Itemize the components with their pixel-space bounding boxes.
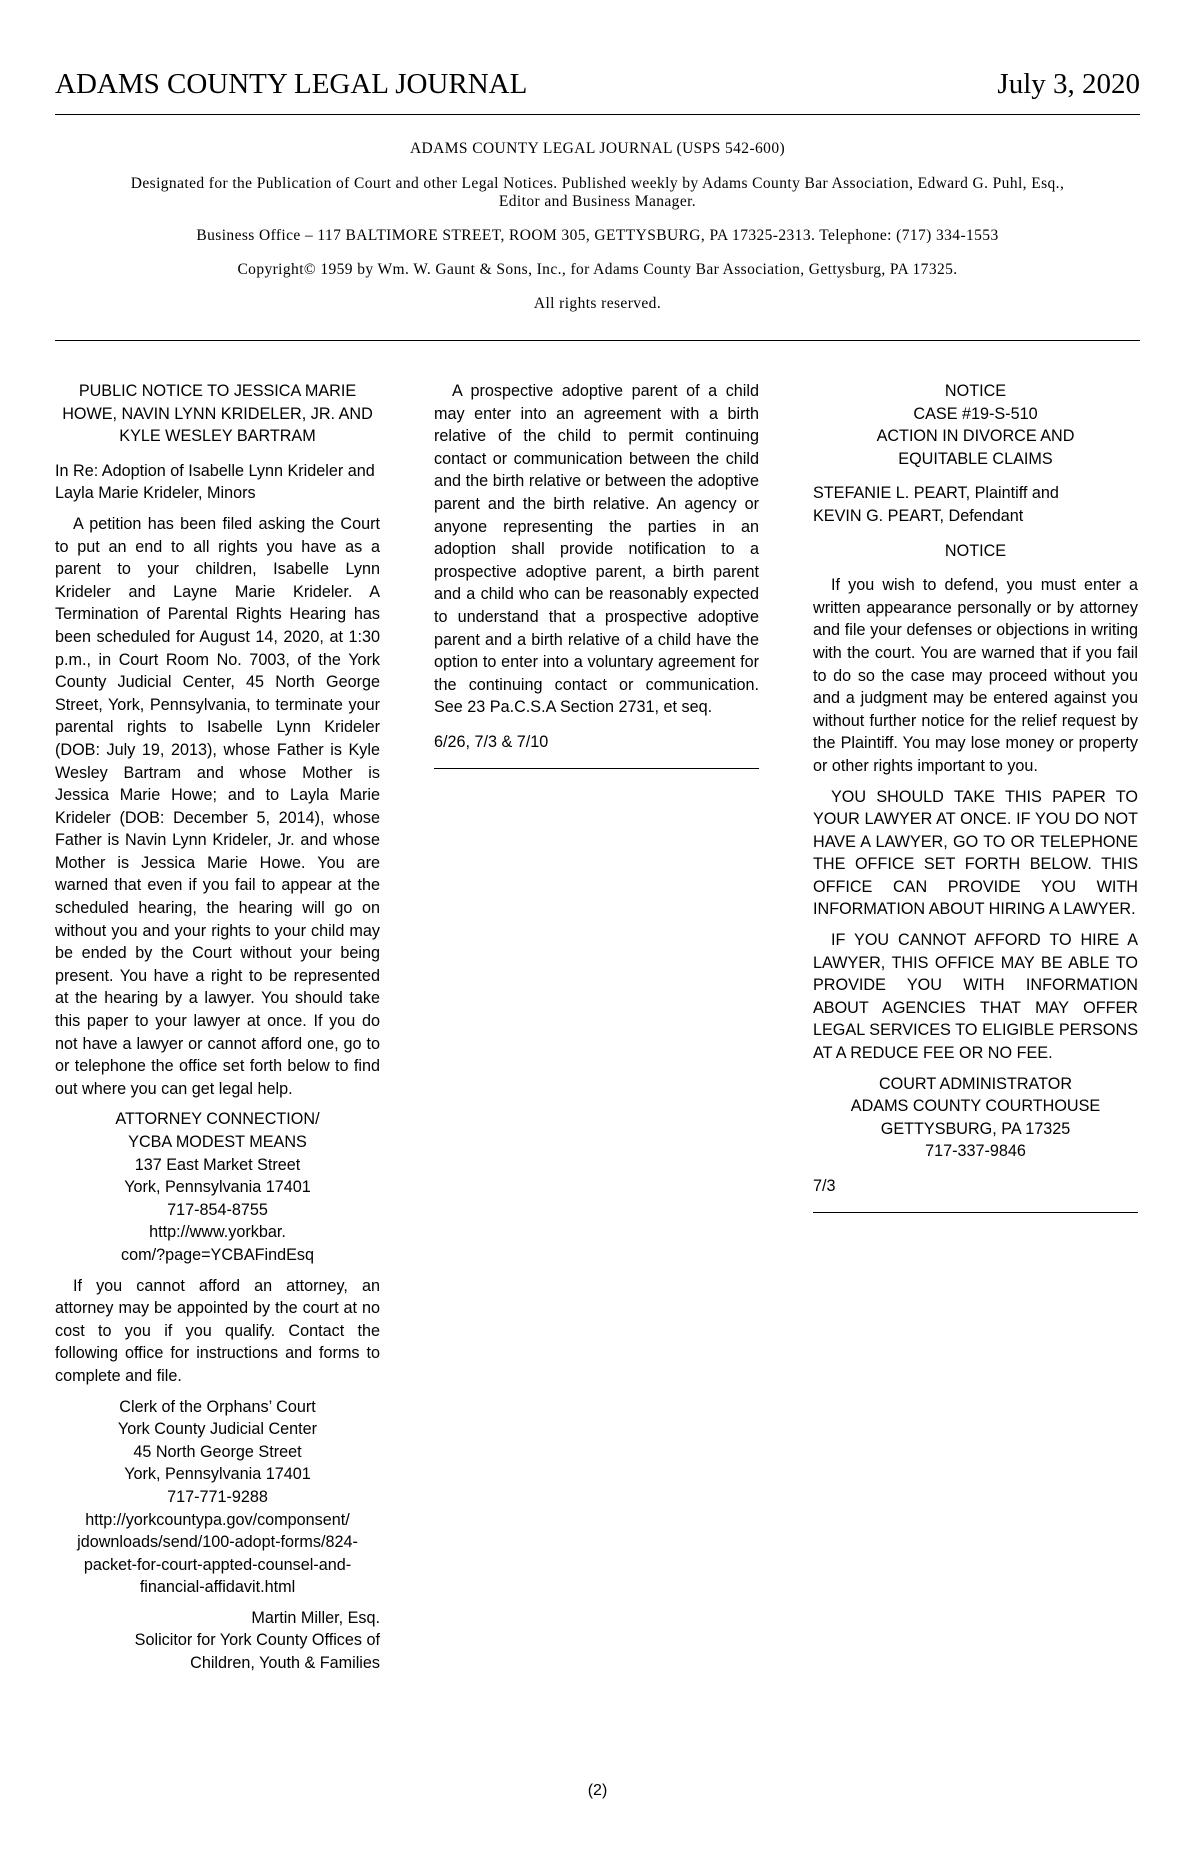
masthead-copyright: Copyright© 1959 by Wm. W. Gaunt & Sons, Inc., for Adams County Bar Association, Gettysburg, PA 17325. [237, 261, 958, 278]
signature-line: Martin Miller, Esq. [251, 1608, 380, 1627]
masthead-rule [55, 340, 1140, 341]
address-line: Clerk of the Orphans’ Court [119, 1397, 316, 1416]
address-line: 137 East Market Street [134, 1155, 301, 1174]
notice-heading: NOTICE [944, 382, 1007, 400]
address-line: York County Judicial Center [117, 1420, 318, 1439]
case-parties [813, 482, 1138, 527]
signature-line: Solicitor for York County Offices of [134, 1631, 380, 1650]
address-url: financial-affidavit.html [139, 1578, 296, 1597]
address-url: packet-for-court-appted-counsel-and- [83, 1555, 352, 1574]
masthead-rights: All rights reserved. [533, 295, 662, 312]
notice-heading: EQUITABLE CLAIMS [898, 449, 1053, 468]
notice-end-rule [813, 1212, 1138, 1213]
notice-subheading: NOTICE [944, 541, 1007, 560]
address-url: http://yorkcountypa.gov/componsent/ [85, 1510, 350, 1529]
address-url: jdownloads/send/100-adopt-forms/824- [77, 1533, 358, 1552]
journal-title: ADAMS COUNTY LEGAL JOURNAL [55, 68, 528, 100]
notice-end-rule [434, 768, 759, 769]
notice-title: PUBLIC NOTICE TO JESSICA MARIE HOWE, NAVIN LYNN KRIDELER, JR. AND KYLE WESLEY BARTRAM [62, 382, 373, 446]
case-number: CASE #19-S-510 [913, 404, 1038, 423]
party-plaintiff: STEFANIE L. PEART, Plaintiff and [813, 484, 1059, 503]
masthead-title: ADAMS COUNTY LEGAL JOURNAL (USPS 542-600) [409, 140, 786, 157]
address-phone: 717-771-9288 [167, 1487, 268, 1506]
notice-in-re: In Re: Adoption of Isabelle Lynn Krideler and Layla Marie Krideler, Minors [55, 461, 375, 503]
address-line: YCBA MODEST MEANS [128, 1133, 307, 1151]
issue-date: July 3, 2020 [997, 68, 1140, 100]
party-defendant: KEVIN G. PEART, Defendant [813, 506, 1024, 525]
column-3 [813, 380, 1138, 1213]
column-2 [434, 380, 759, 769]
column-1 [55, 380, 380, 1675]
notice-body-paragraph: A prospective adoptive parent of a child may enter into an agreement with a birth relative of the child to permit continuing contact or communication between the child and the birth relative or between the adoptive parent and the birth relative. An agency or anyone representing the parties in an adoption shall provide notification to a prospective adoptive parent, a birth parent and a child who can be reasonably expected to understand that a prospective adoptive parent and a birth relative of a child have the option to enter into a voluntary agreement for the continuing contact or communication. See 23 Pa.C.S.A Section 2731, et seq. [434, 382, 759, 717]
page-number: (2) [587, 1782, 608, 1799]
running-header [55, 68, 1140, 108]
masthead [55, 140, 1140, 323]
address-line: ATTORNEY CONNECTION/ [115, 1110, 320, 1129]
court-administrator-address [813, 1073, 1138, 1163]
attorney-connection-address [55, 1108, 380, 1266]
address-line: ADAMS COUNTY COURTHOUSE [850, 1097, 1101, 1116]
publication-dates: 6/26, 7/3 & 7/10 [434, 732, 549, 751]
address-line: GETTYSBURG, PA 17325 [880, 1119, 1071, 1138]
signature-line: Children, Youth & Families [190, 1654, 380, 1673]
address-line: York, Pennsylvania 17401 [124, 1178, 311, 1197]
masthead-designation: Designated for the Publication of Court and other Legal Notices. Published weekly by Adams County Bar Association, Edward G. Puhl, Esq., Editor and Business Manager. [130, 175, 1065, 210]
address-url: http://www.yorkbar. [149, 1223, 286, 1242]
address-line: COURT ADMINISTRATOR [878, 1074, 1073, 1093]
solicitor-signature [55, 1607, 380, 1675]
notice-body-paragraph: IF YOU CANNOT AFFORD TO HIRE A LAWYER, THIS OFFICE MAY BE ABLE TO PROVIDE YOU WITH INFORMATION ABOUT AGENCIES THAT MAY OFFER LEGAL SERVICES TO ELIGIBLE PERSONS AT A REDUCE FEE OR NO FEE. [813, 931, 1138, 1063]
address-url: com/?page=YCBAFindEsq [120, 1245, 314, 1264]
notice-body-paragraph: A petition has been filed asking the Court to put an end to all rights you have as a parent to your children, Isabelle Lynn Krideler and Layne Marie Krideler. A Termination of Parental Rights Hearing has been scheduled for August 14, 2020, at 1:30 p.m., in Court Room No. 7003, of the York County Judicial Center, 45 North George Street, York, Pennsylvania, to terminate your parental rights to Isabelle Lynn Krideler (DOB: July 19, 2013), whose Father is Kyle Wesley Bartram and whose Mother is Jessica Marie Howe; and to Layla Marie Krideler (DOB: December 5, 2014), whose Father is Navin Lynn Krideler, Jr. and whose Mother is Jessica Marie Howe. You are warned that even if you fail to appear at the scheduled hearing, the hearing will go on without you and your rights to your child may be ended by the Court without your being present. You have a right to be represented at the hearing by a lawyer. You should take this paper to your lawyer at once. If you do not have a lawyer or cannot afford one, go to or telephone the office set forth below to find out where you can get legal help. [55, 514, 380, 1098]
journal-page [55, 0, 1140, 1855]
masthead-business-office: Business Office – 117 BALTIMORE STREET, ROOM 305, GETTYSBURG, PA 17325-2313. Telephone: (717) 334-1553 [196, 227, 999, 244]
notice-heading: ACTION IN DIVORCE AND [876, 427, 1075, 446]
notice-body-paragraph: If you cannot afford an attorney, an attorney may be appointed by the court at no cost to you if you qualify. Contact the following office for instructions and forms to complete and file. [55, 1276, 380, 1385]
notice-body-paragraph: YOU SHOULD TAKE THIS PAPER TO YOUR LAWYER AT ONCE. IF YOU DO NOT HAVE A LAWYER, GO TO OR TELEPHONE THE OFFICE SET FORTH BELOW. THIS OFFICE CAN PROVIDE YOU WITH INFORMATION ABOUT HIRING A LAWYER. [813, 787, 1138, 919]
header-rule [55, 114, 1140, 115]
orphans-court-address [55, 1396, 380, 1599]
address-line: 45 North George Street [133, 1442, 302, 1461]
notice-body-paragraph: If you wish to defend, you must enter a written appearance personally or by attorney and file your defenses or objections in writing with the court. You are warned that if you fail to do so the case may proceed without you and a judgment may be entered against you without further notice for the relief request by the Plaintiff. You may lose money or property or other rights important to you. [813, 576, 1138, 775]
publication-dates: 7/3 [813, 1177, 836, 1195]
address-phone: 717-854-8755 [167, 1200, 268, 1219]
address-line: York, Pennsylvania 17401 [124, 1465, 311, 1484]
address-phone: 717-337-9846 [925, 1142, 1026, 1161]
